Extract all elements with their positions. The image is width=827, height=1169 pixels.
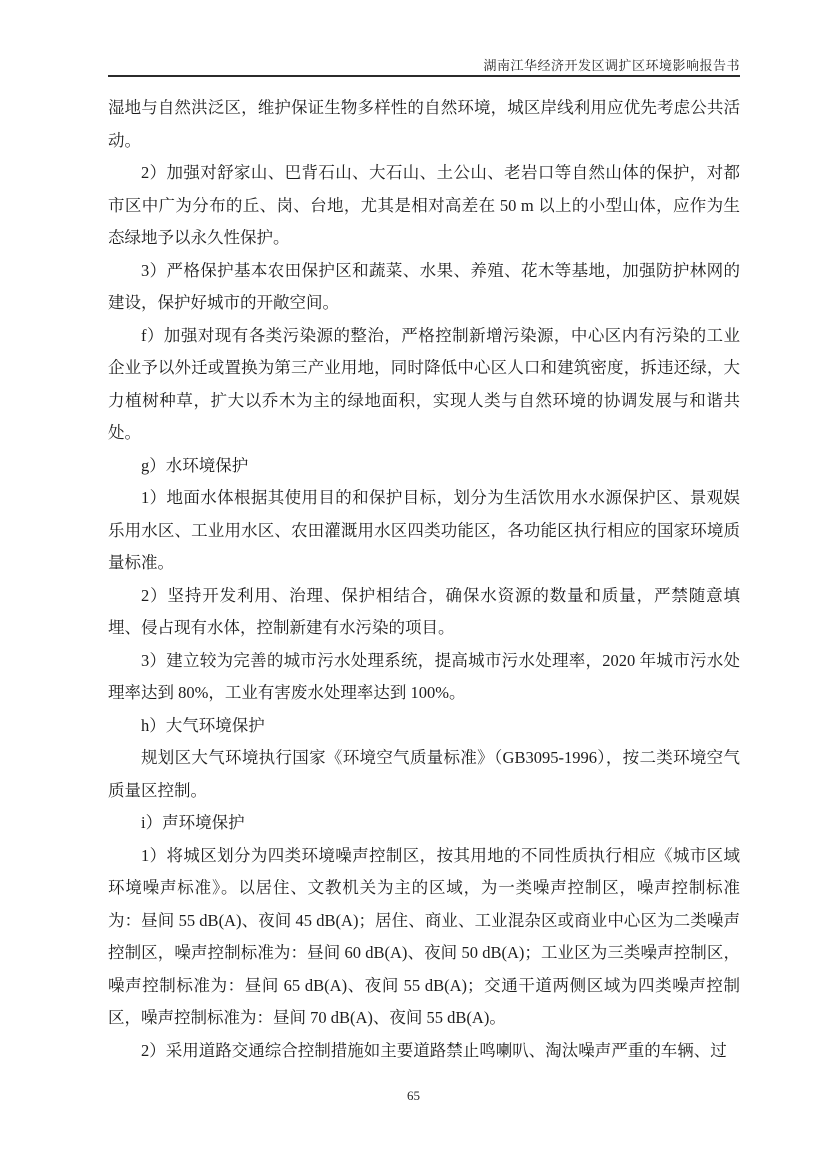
paragraph: 2）加强对舒家山、巴背石山、大石山、土公山、老岩口等自然山体的保护，对都市区中广为分布的丘、岗、台地，尤其是相对高差在 50 m 以上的小型山体，应作为生态绿地予以永久性保护。 <box>108 163 740 247</box>
paragraph: i）声环境保护 <box>141 813 245 832</box>
paragraph: g）水环境保护 <box>141 455 249 475</box>
paragraph: 湿地与自然洪泛区，维护保证生物多样性的自然环境，城区岸线利用应优先考虑公共活动。 <box>108 98 740 150</box>
paragraph: 规划区大气环境执行国家《环境空气质量标准》（GB3095-1996），按二类环境空气质量区控制。 <box>108 748 740 800</box>
paragraph: 2）采用道路交通综合控制措施如主要道路禁止鸣喇叭、淘汰噪声严重的车辆、过 <box>141 1040 727 1060</box>
page-number: 65 <box>407 1088 420 1103</box>
paragraph: 1）将城区划分为四类环境噪声控制区，按其用地的不同性质执行相应《城市区域环境噪声标准》。以居住、文教机关为主的区域，为一类噪声控制区，噪声控制标准为：昼间 55 dB(A)、夜间 45 dB(A)；居住、商业、工业混杂区或商业中心区为二类噪声控制区，噪声控制标准为：昼间 60 dB(A)、夜间 50 dB(A)；工业区为三类噪声控制区，噪声控制标准为：昼间 65 dB(A)、夜间 55 dB(A)；交通干道两侧区域为四类噪声控制区，噪声控制标准为：昼间 70 dB(A)、夜间 55 dB(A)。 <box>108 845 740 1027</box>
header-rule <box>108 75 740 77</box>
document-body <box>108 92 740 1067</box>
page-header-title: 湖南江华经济开发区调扩区环境影响报告书 <box>483 58 740 73</box>
paragraph: 1）地面水体根据其使用目的和保护目标，划分为生活饮用水水源保护区、景观娱乐用水区、工业用水区、农田灌溉用水区四类功能区，各功能区执行相应的国家环境质量标准。 <box>108 488 740 572</box>
paragraph: f）加强对现有各类污染源的整治，严格控制新增污染源，中心区内有污染的工业企业予以外迁或置换为第三产业用地，同时降低中心区人口和建筑密度，拆违还绿，大力植树种草，扩大以乔木为主的绿地面积，实现人类与自然环境的协调发展与和谐共处。 <box>108 325 740 442</box>
paragraph: 3）建立较为完善的城市污水处理系统，提高城市污水处理率，2020 年城市污水处理率达到 80%，工业有害废水处理率达到 100%。 <box>108 650 740 702</box>
paragraph: 2）坚持开发利用、治理、保护相结合，确保水资源的数量和质量，严禁随意填埋、侵占现有水体，控制新建有水污染的项目。 <box>108 585 740 637</box>
paragraph: h）大气环境保护 <box>141 715 265 735</box>
paragraph: 3）严格保护基本农田保护区和蔬菜、水果、养殖、花木等基地，加强防护林网的建设，保护好城市的开敞空间。 <box>108 260 740 312</box>
